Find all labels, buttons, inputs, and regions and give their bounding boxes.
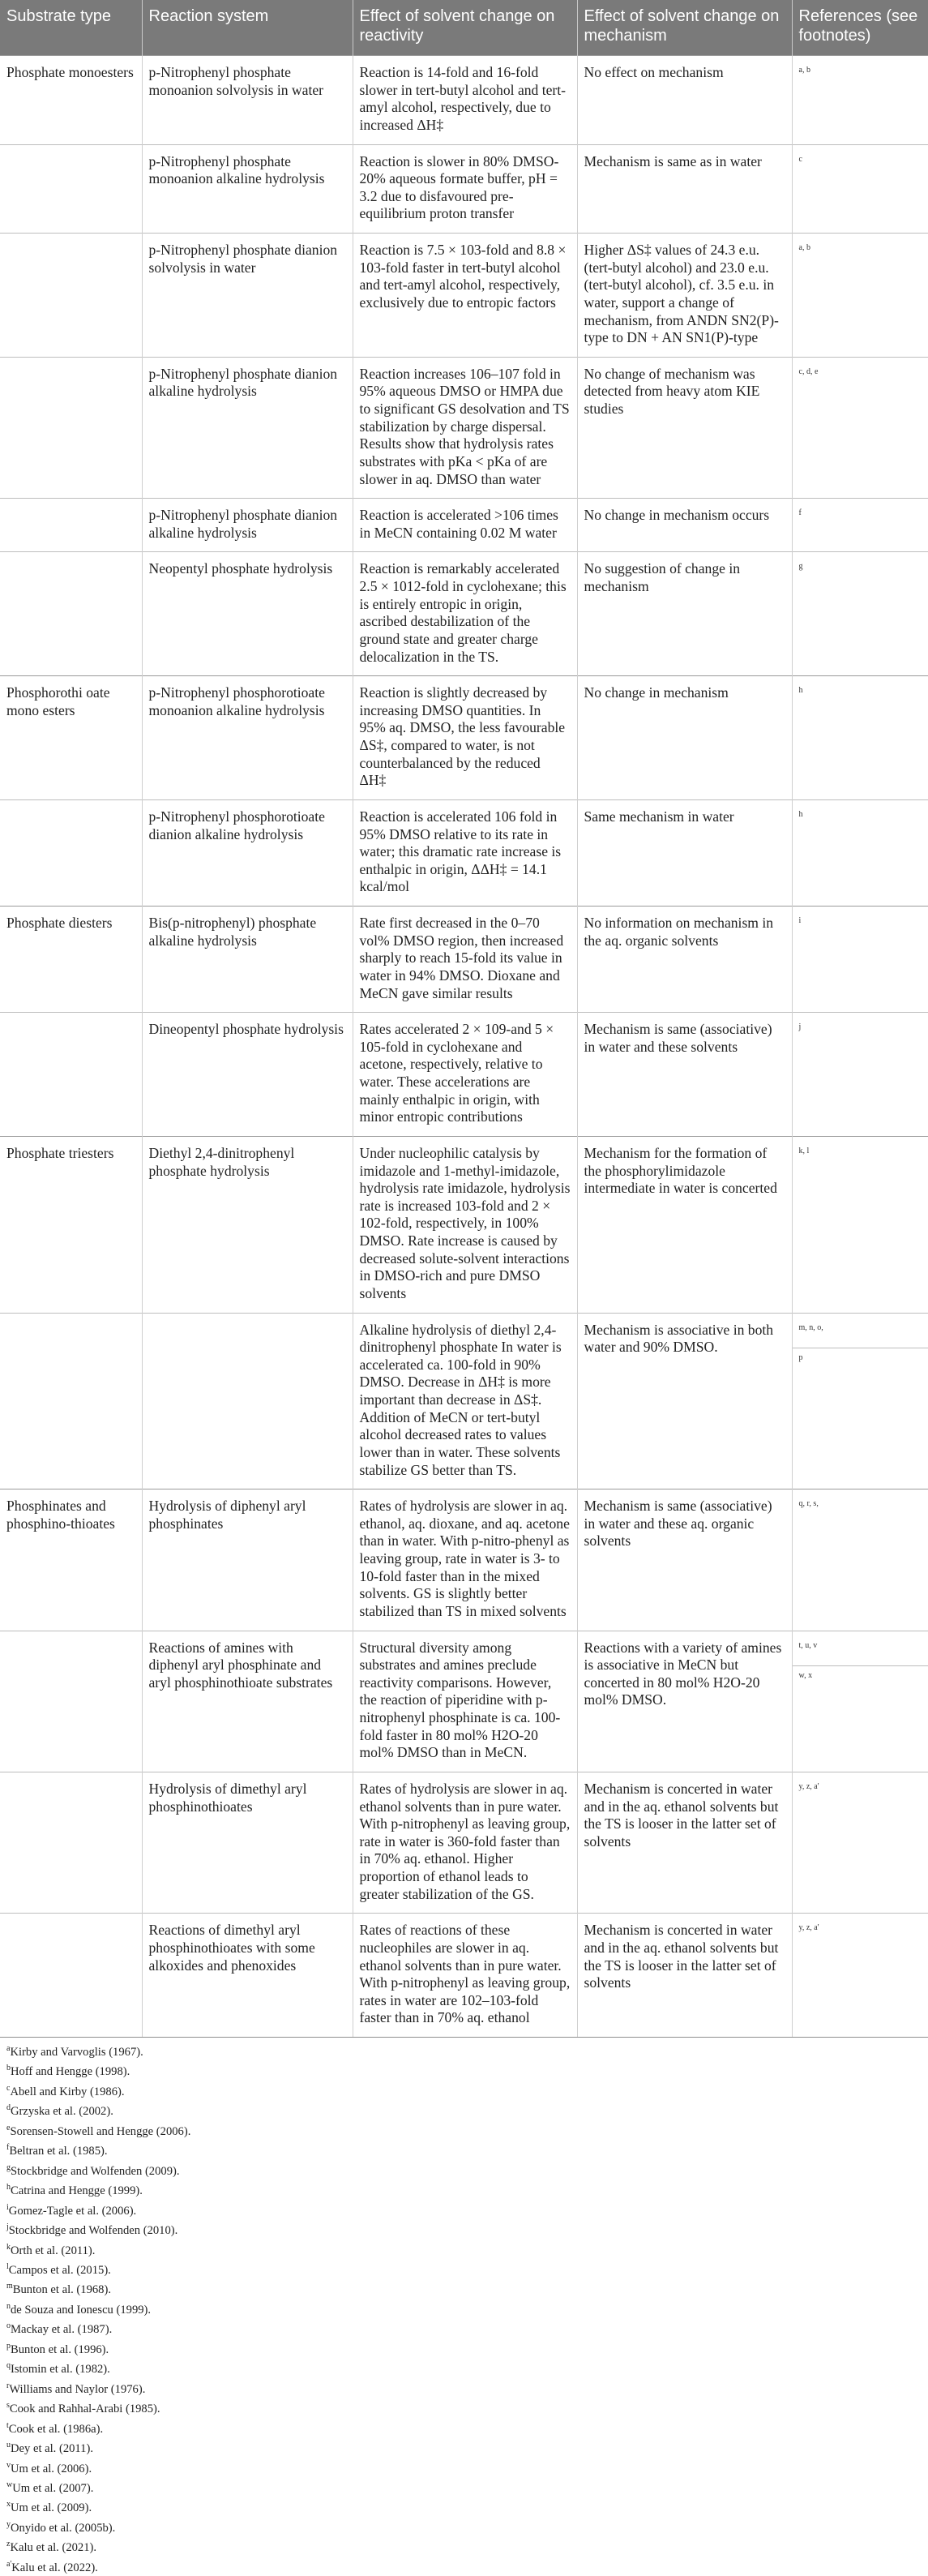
refs-cell: i [792,907,928,1013]
footnote-item: $^a$Kirby and Varvoglis (1967). [6,2044,143,2059]
substrate-cell [0,1013,142,1137]
system-cell: Hydrolysis of dimethyl aryl phosphinothioates [142,1772,353,1913]
refs-primary: m, n, o, [798,1322,823,1332]
reactivity-cell: Rates of hydrolysis are slower in aq. ethanol solvents than in pure water. With p-nitrophenyl as leaving group, rate in water is 360-fold faster than in 70% aq. ethanol. Higher proportion of ethanol leads to greater stabilization of the GS. [353,1772,577,1913]
footnotes [0,2037,928,2576]
substrate-cell [0,499,142,552]
reactivity-cell: Structural diversity among substrates and amines preclude reactivity comparisons. However, the reaction of piperidine with p-nitrophenyl phosphinate is ca. 100-fold faster in 80 mol% H2O-20 mol% DMSO than in MeCN. [353,1631,577,1772]
mechanism-cell: No suggestion of change in mechanism [577,552,792,676]
header-mechanism: Effect of solvent change on mechanism [577,0,792,56]
refs-cell: a, b [792,234,928,358]
reactivity-cell: Rates accelerated 2 × 109-and 5 × 105-fold in cyclohexane and acetone, respectively, relative to water. These accelerations are mainly enthalpic in origin, with minor entropic contributions [353,1013,577,1137]
mechanism-cell: No change in mechanism [577,676,792,800]
table-row [0,799,928,906]
system-cell: Bis(p-nitrophenyl) phosphate alkaline hydrolysis [142,907,353,1013]
footnote-item: $^u$Dey et al. (2011). [6,2441,93,2455]
system-cell: p-Nitrophenyl phosphate dianion solvolysis in water [142,234,353,358]
mechanism-cell: Reactions with a variety of amines is associative in MeCN but concerted in 80 mol% H2O-20 mol% DMSO. [577,1631,792,1772]
mechanism-cell: No information on mechanism in the aq. organic solvents [577,907,792,1013]
system-cell: p-Nitrophenyl phosphate monoanion solvolysis in water [142,56,353,145]
reactivity-cell: Alkaline hydrolysis of diethyl 2,4-dinitrophenyl phosphate In water is accelerated ca. 100-fold in 90% DMSO. Decrease in ΔH‡ is more important than decrease in ΔS‡. Addition of MeCN or tert-butyl alcohol decreased rates to values lower than in water. These solvents stabilize GS better than TS. [353,1313,577,1489]
system-cell: p-Nitrophenyl phosphate dianion alkaline hydrolysis [142,499,353,552]
substrate-cell [0,357,142,498]
reactivity-cell: Reaction is accelerated >106 times in MeCN containing 0.02 M water [353,499,577,552]
refs-cell: a, b [792,56,928,145]
footnote-item: $^v$Um et al. (2006). [6,2460,92,2475]
refs-cell: g [792,552,928,676]
footnote-item: $^z$Kalu et al. (2021). [6,2540,97,2555]
table-row [0,144,928,234]
footnote-item: $^o$Mackay et al. (1987). [6,2321,113,2337]
mechanism-cell: No change in mechanism occurs [577,499,792,552]
system-cell: Hydrolysis of diphenyl aryl phosphinates [142,1489,353,1631]
mechanism-cell: Higher ΔS‡ values of 24.3 e.u. (tert-butyl alcohol) and 23.0 e.u. (tert-butyl alcohol), cf. 3.5 e.u. in water, support a change of mechanism, from ANDN SN2(P)-type to DN + AN SN1(P)-type [577,234,792,358]
reactivity-cell: Reaction is 14-fold and 16-fold slower in tert-butyl alcohol and tert-amyl alcohol, respectively, due to increased ΔH‡ [353,56,577,145]
mechanism-cell: No effect on mechanism [577,56,792,145]
table-row [0,234,928,358]
substrate-cell [0,552,142,676]
footnote-item: $^r$Williams and Naylor (1976). [6,2381,146,2396]
reactivity-cell: Reaction is accelerated 106 fold in 95% DMSO relative to its rate in water; this dramatic rate increase is enthalpic in origin, ΔΔH‡ = 14.1 kcal/mol [353,799,577,906]
header-reactivity: Effect of solvent change on reactivity [353,0,577,56]
substrate-cell: Phosphorothi oate mono esters [0,676,142,800]
header-references: References (see footnotes) [792,0,928,56]
footnote-item: $^p$Bunton et al. (1996). [6,2341,109,2356]
system-cell: Reactions of dimethyl aryl phosphinothioates with some alkoxides and phenoxides [142,1914,353,2037]
table-row [0,499,928,552]
footnote-item: $^g$Stockbridge and Wolfenden (2009). [6,2162,180,2178]
reactivity-cell: Rates of hydrolysis are slower in aq. ethanol, aq. dioxane, and aq. acetone than in water. With p-nitro-phenyl as leaving group, rate in water is 3- to 10-fold faster than in the mixed solvents. GS is slightly better stabilized than TS in mixed solvents [353,1489,577,1631]
substrate-cell: Phosphate monoesters [0,56,142,145]
footnote-item: $^c$Abell and Kirby (1986). [6,2083,125,2098]
reactivity-cell: Reaction is remarkably accelerated 2.5 × 1012-fold in cyclohexane; this is entirely entropic in origin, ascribed destabilization of the ground state and greater charge delocalization in the TS. [353,552,577,676]
system-cell: Dineopentyl phosphate hydrolysis [142,1013,353,1137]
footnote-item: $^j$Stockbridge and Wolfenden (2010). [6,2222,178,2237]
table-header-row [0,0,928,56]
reactivity-cell: Rate first decreased in the 0–70 vol% DMSO region, then increased sharply to reach 15-fold its value in water in 94% DMSO. Dioxane and MeCN gave similar results [353,907,577,1013]
substrate-cell: Phosphate diesters [0,907,142,1013]
reactivity-cell: Under nucleophilic catalysis by imidazole and 1-methyl-imidazole, hydrolysis rate imidazole, hydrolysis rate is increased 103-fold and 2 × 102-fold, respectively, in 100% DMSO. Rate increase is caused by decreased solute-solvent interactions in DMSO-rich and pure DMSO solvents [353,1136,577,1313]
refs-cell: k, l [792,1136,928,1313]
system-cell: Neopentyl phosphate hydrolysis [142,552,353,676]
table-row [0,1914,928,2037]
footnote-item: $^y$Onyido et al. (2005b). [6,2519,116,2535]
footnote-item: $^i$Gomez-Tagle et al. (2006). [6,2202,137,2218]
refs-cell [792,1631,928,1772]
system-cell: Reactions of amines with diphenyl aryl phosphinate and aryl phosphinothioate substrates [142,1631,353,1772]
table-row [0,676,928,800]
substrate-cell [0,234,142,358]
footnote-item: $^d$Grzyska et al. (2002). [6,2103,113,2119]
mechanism-cell: Mechanism is associative in both water and 90% DMSO. [577,1313,792,1489]
footnote-item: $^q$Istomin et al. (1982). [6,2361,110,2377]
table-row [0,1313,928,1489]
mechanism-cell: Mechanism is same as in water [577,144,792,234]
substrate-cell [0,799,142,906]
refs-cell: h [792,799,928,906]
footnote-item: $^x$Um et al. (2009). [6,2500,92,2515]
refs-cell: h [792,676,928,800]
refs-cell: f [792,499,928,552]
table-row [0,56,928,145]
table-row [0,1136,928,1313]
mechanism-cell: Same mechanism in water [577,799,792,906]
refs-cell: y, z, a' [792,1772,928,1913]
table-row [0,1772,928,1913]
substrate-cell [0,1313,142,1489]
refs-secondary: p [793,1348,928,1363]
mechanism-cell: Mechanism is same (associative) in water and these solvents [577,1013,792,1137]
substrate-cell [0,1631,142,1772]
mechanism-cell: No change of mechanism was detected from heavy atom KIE studies [577,357,792,498]
substrate-cell [0,1772,142,1913]
reactivity-cell: Reaction is slightly decreased by increasing DMSO quantities. In 95% aq. DMSO, the less favourable ΔS‡, compared to water, is not counterbalanced by the reduced ΔH‡ [353,676,577,800]
mechanism-cell: Mechanism is concerted in water and in the aq. ethanol solvents but the TS is looser in the latter set of solvents [577,1914,792,2037]
table-row [0,907,928,1013]
footnote-item: $^{a'}$Kalu et al. (2022). [6,2559,98,2574]
substrate-cell: Phosphinates and phosphino-thioates [0,1489,142,1631]
mechanism-cell: Mechanism for the formation of the phosphorylimidazole intermediate in water is concerted [577,1136,792,1313]
refs-cell: y, z, a' [792,1914,928,2037]
system-cell: p-Nitrophenyl phosphorotioate monoanion alkaline hydrolysis [142,676,353,800]
system-cell: p-Nitrophenyl phosphorotioate dianion alkaline hydrolysis [142,799,353,906]
footnote-item: $^t$Cook et al. (1986a). [6,2420,104,2436]
refs-cell: q, r, s, [792,1489,928,1631]
system-cell: p-Nitrophenyl phosphate dianion alkaline hydrolysis [142,357,353,498]
footnote-item: $^h$Catrina and Hengge (1999). [6,2183,143,2198]
table-row [0,1631,928,1772]
refs-cell: c [792,144,928,234]
substrate-cell [0,1914,142,2037]
system-cell: Diethyl 2,4-dinitrophenyl phosphate hydrolysis [142,1136,353,1313]
footnote-item: $^f$Beltran et al. (1985). [6,2143,108,2158]
refs-secondary: w, x [793,1665,928,1681]
footnote-item: $^w$Um et al. (2007). [6,2480,94,2495]
table-row [0,1013,928,1137]
refs-cell [792,1313,928,1489]
substrate-cell: Phosphate triesters [0,1136,142,1313]
refs-primary: t, u, v [798,1640,818,1650]
footnote-item: $^k$Orth et al. (2011). [6,2242,96,2257]
footnote-item: $^b$Hoff and Hengge (1998). [6,2064,130,2079]
table-row [0,357,928,498]
substrate-cell [0,144,142,234]
reactivity-cell: Reaction is slower in 80% DMSO-20% aqueous formate buffer, pH = 3.2 due to disfavoured pre-equilibrium proton transfer [353,144,577,234]
system-cell: p-Nitrophenyl phosphate monoanion alkaline hydrolysis [142,144,353,234]
header-reaction-system: Reaction system [142,0,353,56]
footnote-item: $^l$Campos et al. (2015). [6,2261,111,2277]
system-cell [142,1313,353,1489]
mechanism-cell: Mechanism is same (associative) in water and these aq. organic solvents [577,1489,792,1631]
footnote-item: $^e$Sorensen-Stowell and Hengge (2006). [6,2123,191,2138]
reactivity-cell: Rates of reactions of these nucleophiles are slower in aq. ethanol solvents than in pure water. With p-nitrophenyl as leaving group, rates in water are 102–103-fold faster than in 70% aq. ethanol [353,1914,577,2037]
reactivity-cell: Reaction increases 106–107 fold in 95% aqueous DMSO or HMPA due to significant GS desolvation and TS stabilization by charge dispersal. Results show that hydrolysis rates substrates with pKa < pKa of are slower in aq. DMSO than water [353,357,577,498]
footnote-item: $^n$de Souza and Ionescu (1999). [6,2301,152,2317]
footnote-item: $^s$Cook and Rahhal-Arabi (1985). [6,2401,160,2416]
table-row [0,552,928,676]
header-substrate-type: Substrate type [0,0,142,56]
reactivity-cell: Reaction is 7.5 × 103-fold and 8.8 × 103-fold faster in tert-butyl alcohol and tert-amyl alcohol, respectively, exclusively due to entropic factors [353,234,577,358]
mechanism-cell: Mechanism is concerted in water and in the aq. ethanol solvents but the TS is looser in the latter set of solvents [577,1772,792,1913]
table-row [0,1489,928,1631]
refs-cell: j [792,1013,928,1137]
refs-cell: c, d, e [792,357,928,498]
footnote-item: $^m$Bunton et al. (1968). [6,2282,111,2297]
